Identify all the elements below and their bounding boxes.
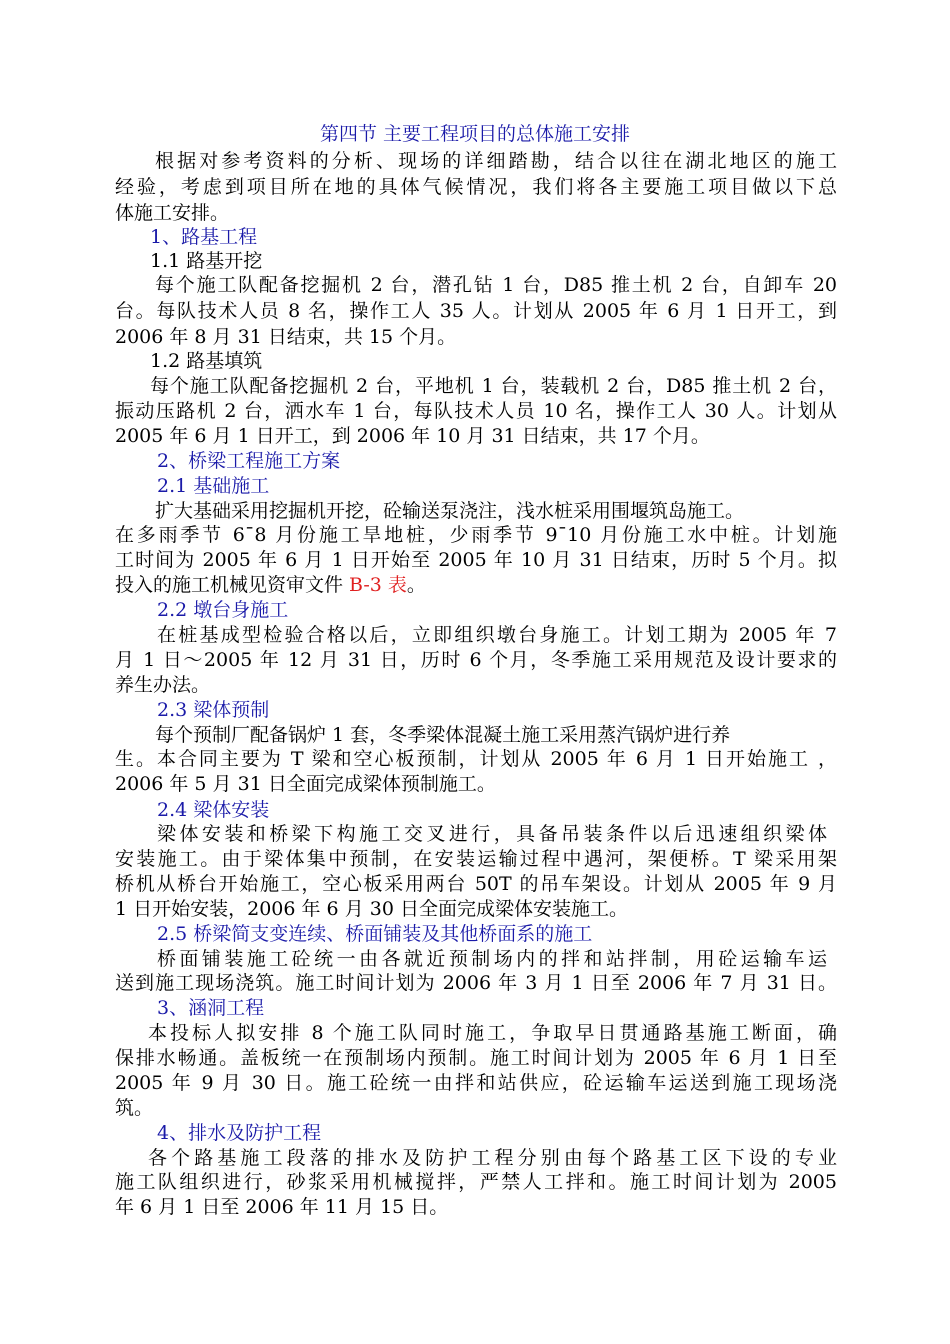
heading-roadbed: 1、路基工程 bbox=[150, 226, 258, 248]
reference-b3-table: B-3 表 bbox=[349, 574, 407, 596]
drainage-line-2: 施工队组织进行，砂浆采用机械搅拌，严禁人工拌和。施工时间计划为 2005 bbox=[115, 1171, 837, 1193]
filling-line-1: 每个施工队配备挖掘机 2 台，平地机 1 台，装载机 2 台，D85 推土机 2 台， bbox=[150, 375, 837, 397]
intro-line-3: 体施工安排。 bbox=[115, 202, 230, 224]
pier-line-2: 月 1 日～2005 年 12 月 31 日，历时 6 个月，冬季施工采用规范及设计要求的 bbox=[115, 649, 837, 671]
heading-drainage: 4、排水及防护工程 bbox=[157, 1122, 322, 1144]
culvert-line-4: 筑。 bbox=[115, 1097, 154, 1119]
section-title: 第四节 主要工程项目的总体施工安排 bbox=[319, 123, 631, 145]
installation-line-1: 梁体安装和桥梁下构施工交叉进行，具备吊装条件以后迅速组织梁体 bbox=[157, 823, 827, 845]
subheading-installation: 2.4 梁体安装 bbox=[157, 799, 270, 821]
excavation-line-3: 2006 年 8 月 31 日结束，共 15 个月。 bbox=[115, 326, 457, 348]
excavation-line-2: 台。每队技术人员 8 名，操作工人 35 人。计划从 2005 年 6 月 1 日开工，到 bbox=[115, 300, 837, 322]
subheading-pier: 2.2 墩台身施工 bbox=[157, 599, 289, 621]
precast-line-3: 2006 年 5 月 31 日全面完成梁体预制施工。 bbox=[115, 773, 496, 795]
deck-line-1: 桥面铺装施工砼统一由各就近预制场内的拌和站拌制，用砼运输车运 bbox=[157, 948, 827, 970]
subheading-foundation: 2.1 基础施工 bbox=[157, 475, 270, 497]
subheading-filling: 1.2 路基填筑 bbox=[150, 350, 263, 372]
precast-line-2: 生。本合同主要为 T 梁和空心板预制，计划从 2005 年 6 月 1 日开始施工 ， bbox=[115, 748, 837, 770]
foundation-line-4-text: 投入的施工机械见资审文件 bbox=[115, 574, 350, 596]
subheading-excavation: 1.1 路基开挖 bbox=[150, 250, 263, 272]
culvert-line-2: 保排水畅通。盖板统一在预制场内预制。施工时间计划为 2005 年 6 月 1 日至 bbox=[115, 1047, 837, 1069]
installation-line-2: 安装施工。由于梁体集中预制，在安装运输过程中遇河，架便桥。T 梁采用架 bbox=[115, 848, 837, 870]
subheading-deck: 2.5 桥梁简支变连续、桥面铺装及其他桥面系的施工 bbox=[157, 923, 593, 945]
heading-bridge: 2、桥梁工程施工方案 bbox=[157, 450, 341, 472]
drainage-line-1: 各个路基施工段落的排水及防护工程分别由每个路基工区下设的专业 bbox=[148, 1147, 837, 1169]
foundation-line-4-end: 。 bbox=[406, 574, 426, 596]
foundation-line-1: 扩大基础采用挖掘机开挖，砼输送泵浇注，浅水桩采用围堰筑岛施工。 bbox=[155, 500, 745, 522]
culvert-line-1: 本投标人拟安排 8 个施工队同时施工，争取早日贯通路基施工断面，确 bbox=[148, 1022, 837, 1044]
filling-line-3: 2005 年 6 月 1 日开工，到 2006 年 10 月 31 日结束，共 17 个月。 bbox=[115, 425, 710, 447]
foundation-line-3: 工时间为 2005 年 6 月 1 日开始至 2005 年 10 月 31 日结束，历时 5 个月。拟 bbox=[115, 549, 837, 571]
culvert-line-3: 2005 年 9 月 30 日。施工砼统一由拌和站供应，砼运输车运送到施工现场浇 bbox=[115, 1072, 837, 1094]
foundation-line-4 bbox=[115, 572, 837, 598]
pier-line-3: 养生办法。 bbox=[115, 674, 211, 696]
intro-line-1: 根据对参考资料的分析、现场的详细踏勘，结合以往在湖北地区的施工 bbox=[155, 150, 837, 172]
heading-culvert: 3、涵洞工程 bbox=[157, 997, 265, 1019]
subheading-precast: 2.3 梁体预制 bbox=[157, 699, 270, 721]
drainage-line-3: 年 6 月 1 日至 2006 年 11 月 15 日。 bbox=[115, 1196, 449, 1218]
pier-line-1: 在桩基成型检验合格以后，立即组织墩台身施工。计划工期为 2005 年 7 bbox=[157, 624, 837, 646]
installation-line-4: 1 日开始安装，2006 年 6 月 30 日全面完成梁体安装施工。 bbox=[115, 898, 628, 920]
filling-line-2: 振动压路机 2 台，洒水车 1 台，每队技术人员 10 名，操作工人 30 人。计划从 bbox=[115, 400, 837, 422]
intro-line-2: 经验，考虑到项目所在地的具体气候情况，我们将各主要施工项目做以下总 bbox=[115, 176, 837, 198]
foundation-line-2: 在多雨季节 6¯8 月份施工旱地桩，少雨季节 9¯10 月份施工水中桩。计划施 bbox=[115, 524, 837, 546]
deck-line-2: 送到施工现场浇筑。施工时间计划为 2006 年 3 月 1 日至 2006 年 7 月 31 日。 bbox=[115, 972, 837, 994]
installation-line-3: 桥机从桥台开始施工，空心板采用两台 50T 的吊车架设。计划从 2005 年 9 月 bbox=[115, 873, 837, 895]
excavation-line-1: 每个施工队配备挖掘机 2 台，潜孔钻 1 台，D85 推土机 2 台，自卸车 20 bbox=[155, 274, 837, 296]
precast-line-1: 每个预制厂配备锅炉 1 套，冬季梁体混凝土施工采用蒸汽锅炉进行养 bbox=[155, 724, 731, 746]
